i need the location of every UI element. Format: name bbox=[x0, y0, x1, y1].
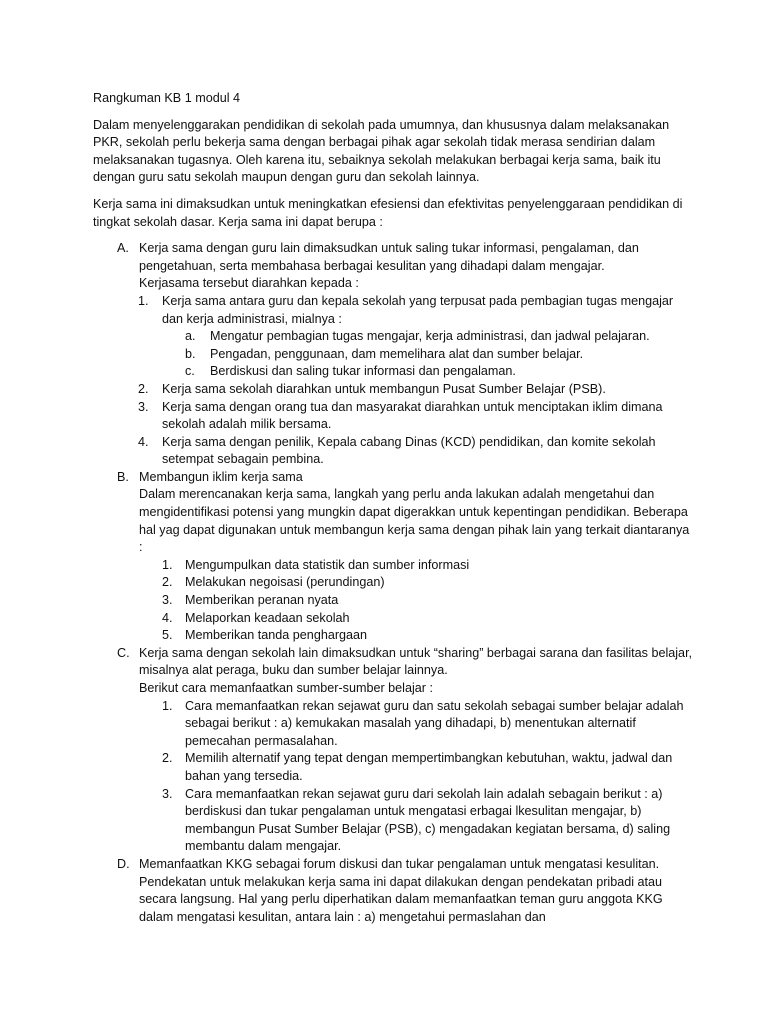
section-a-item-3 bbox=[93, 399, 693, 434]
section-b bbox=[93, 469, 693, 557]
section-b-follow: Dalam merencanakan kerja sama, langkah yang perlu anda lakukan adalah mengetahui dan mengidentifikasi potensi yang mungkin dapat digerakkan untuk kepentingan pendidikan. Beberapa hal yag dapat digunakan untuk membangun kerja sama dengan pihak lain yang terkait diantaranya : bbox=[139, 487, 690, 555]
section-b-item-5 bbox=[93, 627, 693, 645]
list-number: 2. bbox=[162, 751, 173, 766]
section-a-item-1-sub-c bbox=[93, 363, 693, 381]
list-number: 1. bbox=[162, 698, 173, 713]
section-a-follow: Kerjasama tersebut diarahkan kepada : bbox=[139, 276, 359, 291]
section-d-text: Memanfaatkan KKG sebagai forum diskusi dan tukar pengalaman untuk mengatasi kesulitan. Pendekatan untuk melakukan kerja sama ini dapat dilakukan dengan pendekatan pribadi atau secara langsung. Hal yang perlu diperhatikan dalam memanfaatkan teman guru anggota KKG dalam mengatasi kesulitan, antara lain : a) mengetahui permaslahan dan bbox=[139, 856, 663, 924]
section-d-label: D. bbox=[117, 856, 130, 871]
section-a-item-1-sub-b bbox=[93, 346, 693, 364]
section-b-item-1 bbox=[93, 557, 693, 575]
list-item-text: Kerja sama dengan penilik, Kepala cabang Dinas (KCD) pendidikan, dan komite sekolah setempat sebagain pembina. bbox=[162, 434, 656, 467]
list-item-text: Memberikan peranan nyata bbox=[185, 593, 339, 608]
list-number: 4. bbox=[162, 610, 173, 625]
section-a-text: Kerja sama dengan guru lain dimaksudkan untuk saling tukar informasi, pengalaman, dan pengetahuan, serta membahasa berbagai kesulitan yang dihadapi dalam mengajar. bbox=[139, 241, 639, 273]
list-item-text: Kerja sama dengan orang tua dan masyarakat diarahkan untuk menciptakan iklim dimana sekolah adalah milik bersama. bbox=[162, 399, 663, 432]
list-number: 1. bbox=[138, 293, 149, 308]
section-c-text: Kerja sama dengan sekolah lain dimaksudkan untuk “sharing” berbagai sarana dan fasilitas belajar, misalnya alat peraga, buku dan sumber belajar lainnya. bbox=[139, 645, 693, 678]
section-a-item-1-sub-a bbox=[93, 328, 693, 346]
list-item-text: Melakukan negoisasi (perundingan) bbox=[185, 575, 385, 590]
intro-paragraph-2: Kerja sama ini dimaksudkan untuk meningkatkan efesiensi dan efektivitas penyelenggaraan pendidikan di tingkat sekolah dasar. Kerja sama ini dapat berupa : bbox=[93, 196, 683, 229]
section-a bbox=[93, 240, 693, 293]
list-item-text: Mengumpulkan data statistik dan sumber informasi bbox=[185, 557, 470, 572]
section-a-item-4 bbox=[93, 434, 693, 469]
section-b-item-3 bbox=[93, 592, 693, 610]
section-b-item-4 bbox=[93, 610, 693, 628]
list-item-text: Kerja sama sekolah diarahkan untuk membangun Pusat Sumber Belajar (PSB). bbox=[162, 381, 606, 396]
intro-paragraph-1: Dalam menyelenggarakan pendidikan di sekolah pada umumnya, dan khususnya dalam melaksanakan PKR, sekolah perlu bekerja sama dengan berbagai pihak agar sekolah tidak merasa sendirian dalam melaksanakan tugasnya. Oleh karena itu, sebaiknya sekolah melakukan berbagai kerja sama, baik itu dengan guru satu sekolah maupun dengan guru dan sekolah lainnya. bbox=[93, 117, 670, 185]
section-c bbox=[93, 645, 693, 698]
list-number: 2. bbox=[138, 381, 149, 396]
section-c-item-3 bbox=[93, 786, 693, 856]
list-item-text: Kerja sama antara guru dan kepala sekolah yang terpusat pada pembagian tugas mengajar dan kerja administrasi, mialnya : bbox=[162, 293, 674, 326]
list-number: 3. bbox=[138, 399, 149, 414]
section-a-label: A. bbox=[117, 241, 129, 256]
list-number: 3. bbox=[162, 593, 173, 608]
list-letter: c. bbox=[185, 364, 195, 379]
list-number: 4. bbox=[138, 434, 149, 449]
list-number: 5. bbox=[162, 628, 173, 643]
list-letter: b. bbox=[185, 346, 196, 361]
section-a-item-2 bbox=[93, 381, 693, 399]
list-item-text: Berdiskusi dan saling tukar informasi dan pengalaman. bbox=[210, 364, 516, 379]
section-c-label: C. bbox=[117, 645, 130, 660]
section-c-item-1 bbox=[93, 698, 693, 751]
list-number: 3. bbox=[162, 786, 173, 801]
list-item-text: Pengadan, penggunaan, dam memelihara alat dan sumber belajar. bbox=[210, 346, 584, 361]
list-item-text: Melaporkan keadaan sekolah bbox=[185, 610, 350, 625]
list-item-text: Memberikan tanda penghargaan bbox=[185, 628, 368, 643]
section-b-item-2 bbox=[93, 574, 693, 592]
document-title: Rangkuman KB 1 modul 4 bbox=[93, 91, 241, 105]
document-body bbox=[93, 90, 693, 926]
section-c-follow: Berikut cara memanfaatkan sumber-sumber belajar : bbox=[139, 681, 433, 695]
section-d bbox=[93, 856, 693, 926]
list-number: 2. bbox=[162, 575, 173, 590]
list-item-text: Cara memanfaatkan rekan sejawat guru dan satu sekolah sebagai sumber belajar adalah sebagai berikut : a) kemukakan masalah yang dihadapi, b) menentukan alternatif pemecahan permasalahan. bbox=[185, 698, 684, 748]
list-item-text: Mengatur pembagian tugas mengajar, kerja administrasi, dan jadwal pelajaran. bbox=[210, 329, 650, 344]
list-item-text: Cara memanfaatkan rekan sejawat guru dari sekolah lain adalah sebagain berikut : a) berdiskusi dan tukar pengalaman untuk mengatasi erbagai lkesulitan mengajar, b) membangun Pusat Sumber Belajar (PSB), c) mengadakan kegiatan bersama, d) saling membantu dalam mengajar. bbox=[185, 786, 671, 854]
section-b-text: Membangun iklim kerja sama bbox=[139, 469, 303, 484]
section-a-item-1 bbox=[93, 293, 693, 328]
section-c-item-2 bbox=[93, 750, 693, 785]
list-letter: a. bbox=[185, 329, 196, 344]
section-b-label: B. bbox=[117, 469, 129, 484]
list-number: 1. bbox=[162, 557, 173, 572]
list-item-text: Memilih alternatif yang tepat dengan mempertimbangkan kebutuhan, waktu, jadwal dan bahan yang tersedia. bbox=[185, 751, 673, 783]
